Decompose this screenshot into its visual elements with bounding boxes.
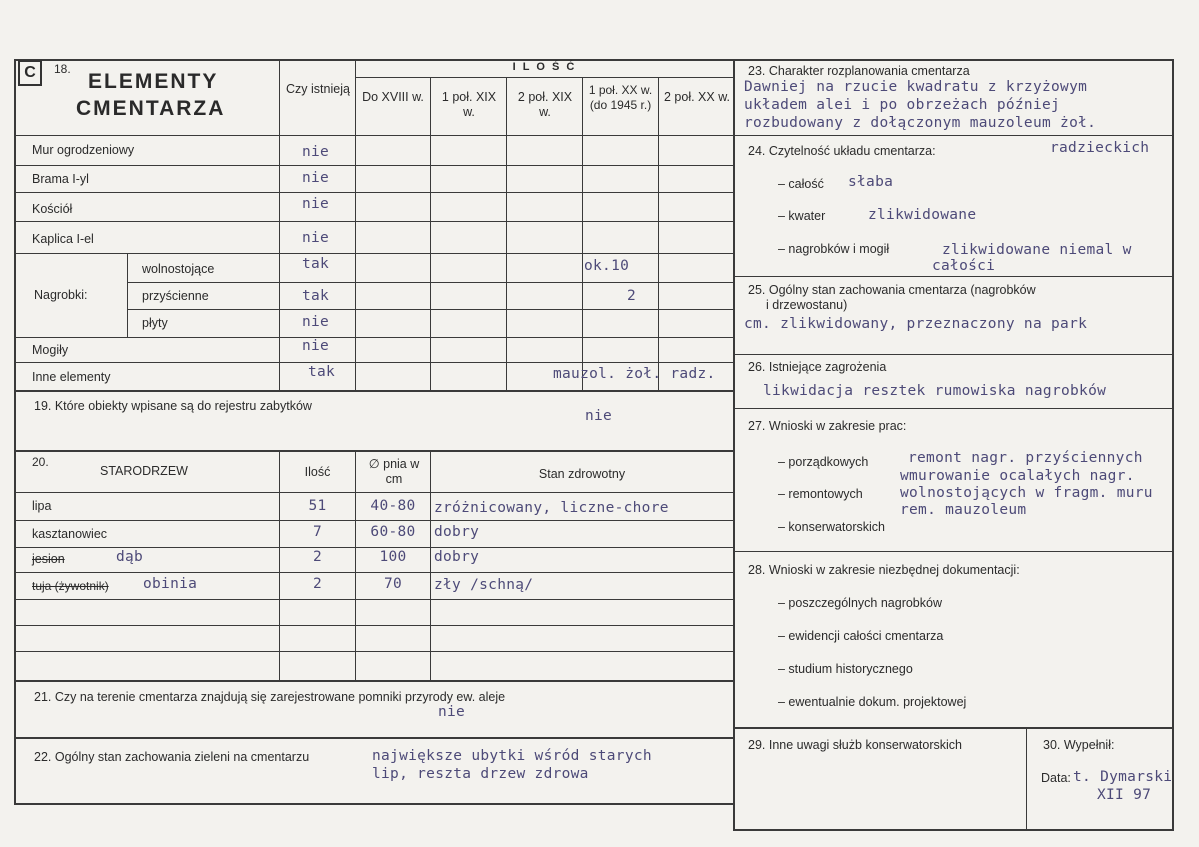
nagrobki-przyscienne-exists: tak [302,288,330,304]
tree-name-2: kasztanowiec [32,527,108,541]
row-value-kosciol: nie [302,196,330,212]
section-27-label: 27. Wnioski w zakresie prac: [748,419,907,433]
ilosc-header: I L O Ś Ć [512,61,577,73]
tree-name-4-typed: obinia [143,576,198,592]
section-25-label-line1: 25. Ogólny stan zachowania cmentarza (nagrobków [748,283,1036,297]
inne-value: tak [308,364,336,380]
section-27-kons-label: – konserwatorskich [778,520,885,534]
section-24-nagrobkow-label: – nagrobków i mogił [778,242,890,256]
nagrobki-przyscienne-count: 2 [627,288,637,304]
row-label-brama: Brama I-yl [32,172,89,186]
section-23-line2: układem alei i po obrzeżach później [744,97,1061,113]
tree-diameter-1: 40-80 [370,498,416,514]
exists-header: Czy istnieją [286,82,350,96]
nagrobki-plyty-exists: nie [302,314,330,330]
section-24-nagrobkow-value2: całości [932,258,996,274]
section-24-calosc-value: słaba [848,174,894,190]
row-label-mur: Mur ogrodzeniowy [32,143,135,157]
section-22-value-line2: lip, reszta drzew zdrowa [372,766,589,782]
section-24-label: 24. Czytelność układu cmentarza: [748,144,936,158]
section-27-rem-label: – remontowych [778,487,863,501]
tree-count-3: 2 [312,549,323,565]
section-28-item-2: – ewidencji całości cmentarza [778,629,944,643]
row-label-kosciol: Kościół [32,202,73,216]
tree-name-3: jesion [32,552,65,566]
section-letter-box [18,60,42,86]
tree-diameter-3: 100 [379,549,407,565]
section-21-value: nie [438,704,466,720]
section-27-porz-label: – porządkowych [778,455,869,469]
section-25-value: cm. zlikwidowany, przeznaczony na park [744,316,1088,332]
section-27-value-line2: wmurowanie ocalałych nagr. [900,468,1135,484]
tree-name-4: tuja (żywotnik) [32,579,109,593]
nagrobki-wolnostojace-exists: tak [302,256,330,272]
nagrobki-wolnostojace-count: ok.10 [584,258,630,274]
tree-condition-3: dobry [434,549,480,565]
section-30-date: XII 97 [1097,787,1152,803]
section-27-rem-value: wolnostojących w fragm. muru [900,485,1153,501]
section-28-label: 28. Wnioski w zakresie niezbędnej dokumentacji: [748,563,1020,577]
section-22-value-line1: największe ubytki wśród starych [372,748,652,764]
section-23-line3: rozbudowany z dołączonym mauzoleum żoł. [744,115,1097,131]
section-18-title-line1: ELEMENTY [88,70,219,93]
period-header-4: 1 poł. XX w. (do 1945 r.) [588,83,653,112]
tree-count-4: 2 [312,576,323,592]
section-24-kwater-label: – kwater [778,209,826,223]
section-24-calosc-label: – całość [778,177,824,191]
section-27-value-line4: rem. mauzoleum [900,502,1027,518]
tree-count-1: 51 [308,498,327,514]
section-30-label: 30. Wypełnił: [1043,738,1115,752]
section-18-number: 18. [54,62,71,76]
section-28-item-4: – ewentualnie dokum. projektowej [778,695,967,709]
col-stan: Stan zdrowotny [538,467,626,481]
tree-diameter-2: 60-80 [370,524,416,540]
section-28-item-1: – poszczególnych nagrobków [778,596,942,610]
row-value-kaplica: nie [302,230,330,246]
section-letter: C [24,64,36,81]
tree-count-2: 7 [312,524,323,540]
tree-condition-1: zróżnicowany, liczne-chore [434,500,669,516]
section-25-label-line2: i drzewostanu) [766,298,848,312]
section-20-title: STARODRZEW [100,464,188,478]
nagrobki-plyty-label: płyty [142,316,168,330]
section-23-line1: Dawniej na rzucie kwadratu z krzyżowym [744,79,1088,95]
tree-name-3-typed: dąb [116,549,144,565]
section-30-data-label: Data: [1041,771,1071,785]
tree-condition-2: dobry [434,524,480,540]
section-21-label: 21. Czy na terenie cmentarza znajdują się zarejestrowane pomniki przyrody ew. aleje [34,690,506,704]
section-27-porz-value: remont nagr. przyściennych [908,450,1143,466]
row-value-brama: nie [302,170,330,186]
nagrobki-przyscienne-label: przyścienne [142,289,209,303]
row-label-kaplica: Kaplica I-el [32,232,94,246]
section-24-kwater-value: zlikwidowane [868,207,977,223]
section-20-number: 20. [32,455,49,469]
section-23-line4: radzieckich [1050,140,1150,156]
col-pnia: ∅ pnia w cm [368,457,420,486]
section-28-item-3: – studium historycznego [778,662,913,676]
section-24-nagrobkow-value1: zlikwidowane niemal w [942,242,1132,258]
section-26-value: likwidacja resztek rumowiska nagrobków [763,383,1107,399]
nagrobki-wolnostojace-label: wolnostojące [142,262,215,276]
nagrobki-label: Nagrobki: [34,288,88,302]
section-19-value: nie [585,408,613,424]
section-22-label: 22. Ogólny stan zachowania zieleni na cmentarzu [34,750,310,764]
mogily-value: nie [302,338,330,354]
section-19-label: 19. Które obiekty wpisane są do rejestru zabytków [34,399,312,413]
section-30-name: t. Dymarski [1073,769,1173,785]
row-value-mur: nie [302,144,330,160]
mogily-label: Mogiły [32,343,69,357]
period-header-5: 2 poł. XX w. [664,90,731,104]
tree-diameter-4: 70 [383,576,403,592]
inne-note: mauzol. żoł. radz. [553,366,716,382]
inne-label: Inne elementy [32,370,111,384]
section-18-title-line2: CMENTARZA [76,97,226,120]
period-header-3: 2 poł. XIX w. [517,90,573,119]
period-header-2: 1 poł. XIX w. [441,90,497,119]
col-ilosc: Ilość [304,465,331,479]
tree-name-1: lipa [32,499,52,513]
section-26-label: 26. Istniejące zagrożenia [748,360,887,374]
tree-condition-4: zły /schną/ [434,577,534,593]
section-29-label: 29. Inne uwagi służb konserwatorskich [748,738,963,752]
section-23-label: 23. Charakter rozplanowania cmentarza [748,64,970,78]
period-header-1: Do XVIII w. [362,90,424,104]
